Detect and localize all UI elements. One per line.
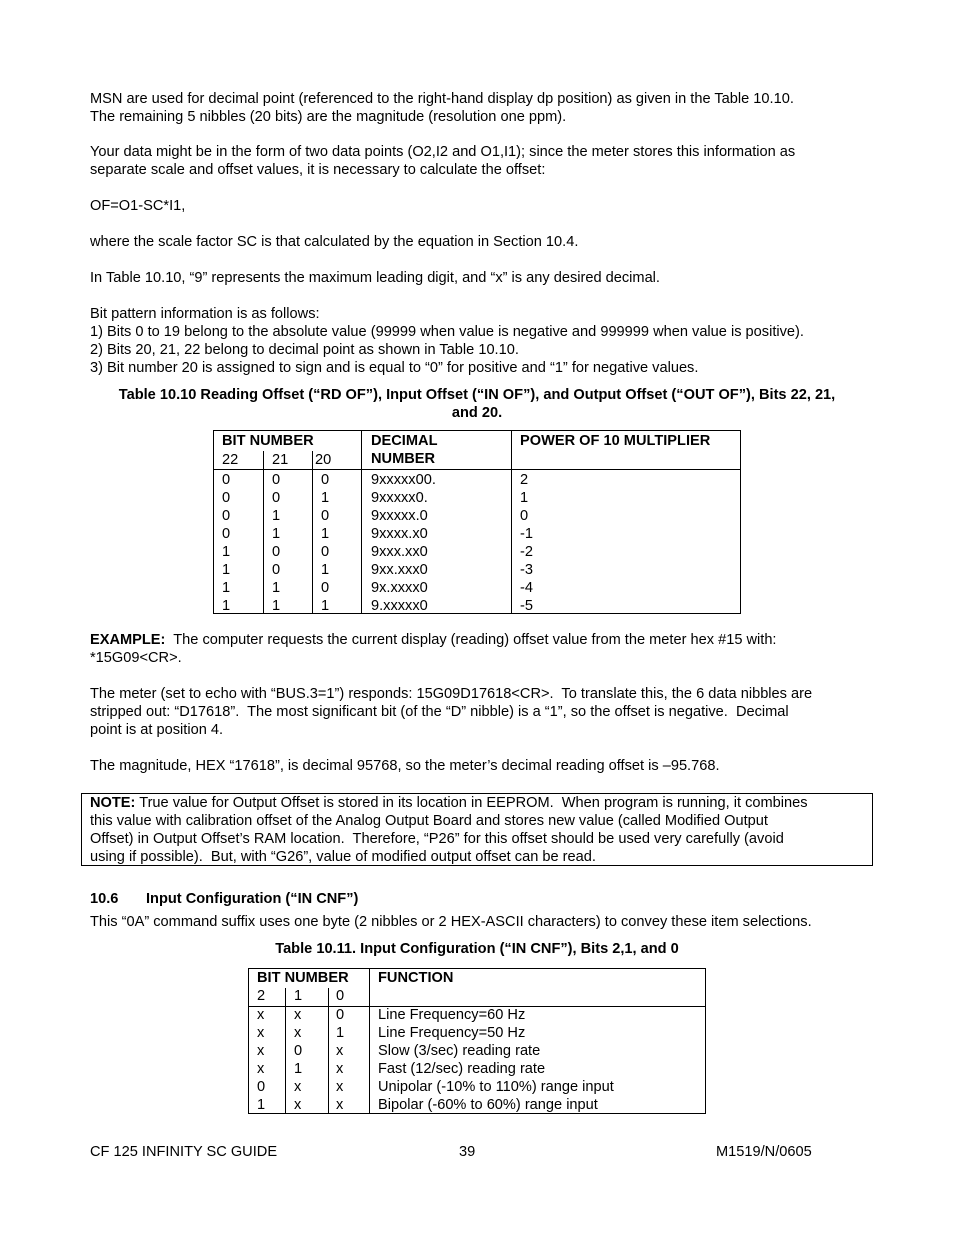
header-bit-20: 20	[315, 452, 332, 468]
bit-cell: 0	[272, 562, 281, 578]
bit-cell: x	[336, 1079, 344, 1095]
table-10-11	[248, 968, 706, 1114]
decimal-cell: 9x.xxxx0	[371, 580, 428, 596]
multiplier-cell: 1	[520, 490, 529, 506]
multiplier-cell: -5	[520, 598, 533, 614]
bit-cell: 1	[272, 508, 281, 524]
bit-cell: 1	[336, 1025, 345, 1041]
bit-cell: x	[294, 1025, 302, 1041]
function-cell: Line Frequency=50 Hz	[378, 1025, 526, 1041]
section-body: This “0A” command suffix uses one byte (2 nibbles or 2 HEX-ASCII characters) to convey these item selections.	[90, 914, 812, 930]
footer-doc-id: M1519/N/0605	[716, 1144, 812, 1160]
decimal-cell: 9xx.xxx0	[371, 562, 428, 578]
note-line: Offset) in Output Offset’s RAM location. Therefore, “P26” for this offset should be used very carefully (avoid	[90, 831, 784, 847]
note-line: this value with calibration offset of the Analog Output Board and stores new value (called Modified Output	[90, 813, 768, 829]
intro-line: separate scale and offset values, it is necessary to calculate the offset:	[90, 162, 546, 178]
bit-cell: x	[294, 1007, 302, 1023]
bit-cell: x	[336, 1043, 344, 1059]
intro-line: MSN are used for decimal point (referenced to the right-hand display dp position) as given in the Table 10.10.	[90, 91, 794, 107]
note-box	[81, 793, 873, 866]
bit-cell: 0	[272, 472, 281, 488]
bit-cell: 1	[257, 1097, 266, 1113]
footer-title: CF 125 INFINITY SC GUIDE	[90, 1144, 278, 1160]
bit-cell: 1	[321, 490, 330, 506]
multiplier-cell: -3	[520, 562, 533, 578]
bit-cell: x	[294, 1097, 302, 1113]
decimal-cell: 9xxxxx0.	[371, 490, 428, 506]
example-line: The magnitude, HEX “17618”, is decimal 95768, so the meter’s decimal reading offset is –95.768.	[90, 758, 720, 774]
bit-cell: x	[336, 1097, 344, 1113]
bit-cell: x	[294, 1079, 302, 1095]
bit-cell: 1	[321, 526, 330, 542]
bit-cell: 1	[272, 598, 281, 614]
multiplier-cell: -1	[520, 526, 533, 542]
function-cell: Bipolar (-60% to 60%) range input	[378, 1097, 598, 1113]
header-bit-2: 2	[257, 988, 266, 1004]
intro-line: The remaining 5 nibbles (20 bits) are the magnitude (resolution one ppm).	[90, 109, 567, 125]
formula: OF=O1-SC*I1,	[90, 198, 186, 214]
note-text: True value for Output Offset is stored in its location in EEPROM. When program is running, it combines	[135, 795, 808, 811]
note-line: using if possible). But, with “G26”, value of modified output offset can be read.	[90, 849, 596, 865]
example-text: The computer requests the current display (reading) offset value from the meter hex #15 with:	[165, 632, 777, 648]
example-line: The meter (set to echo with “BUS.3=1”) responds: 15G09D17618<CR>. To translate this, the 6 data nibbles are	[90, 686, 813, 702]
bit-cell: 1	[321, 562, 330, 578]
header-bit-1: 1	[294, 988, 303, 1004]
bit-cell: 1	[222, 562, 231, 578]
table-caption: and 20.	[451, 405, 503, 421]
bit-cell: 0	[272, 544, 281, 560]
header-decimal: DECIMAL	[371, 433, 438, 449]
multiplier-cell: -4	[520, 580, 533, 596]
table-caption: Table 10.10 Reading Offset (“RD OF”), Input Offset (“IN OF”), and Output Offset (“OUT OF”), Bits 22, 21,	[118, 387, 836, 403]
bit-cell: 1	[272, 580, 281, 596]
table-caption: Table 10.11. Input Configuration (“IN CNF”), Bits 2,1, and 0	[275, 941, 679, 957]
bit-cell: 0	[222, 508, 231, 524]
bit-cell: 0	[321, 544, 330, 560]
table-10-10	[213, 430, 741, 614]
bit-cell: 0	[294, 1043, 303, 1059]
bit-cell: 0	[336, 1007, 345, 1023]
multiplier-cell: 0	[520, 508, 529, 524]
header-bit-22: 22	[222, 452, 239, 468]
header-number: NUMBER	[371, 451, 436, 467]
bit-cell: x	[257, 1025, 265, 1041]
header-bit-number: BIT NUMBER	[257, 970, 349, 986]
bit-cell: 0	[272, 490, 281, 506]
bits-heading: Bit pattern information is as follows:	[90, 306, 320, 322]
bit-cell: 0	[222, 472, 231, 488]
bit-cell: 0	[321, 472, 330, 488]
example-line	[90, 631, 777, 649]
function-cell: Line Frequency=60 Hz	[378, 1007, 526, 1023]
bit-cell: 1	[294, 1061, 303, 1077]
function-cell: Unipolar (-10% to 110%) range input	[378, 1079, 614, 1095]
bit-cell: x	[257, 1061, 265, 1077]
bit-cell: 1	[222, 598, 231, 614]
header-bit-0: 0	[336, 988, 345, 1004]
header-bit-number: BIT NUMBER	[222, 433, 314, 449]
example-line: point is at position 4.	[90, 722, 224, 738]
bit-cell: 0	[257, 1079, 266, 1095]
example-command: *15G09<CR>.	[90, 650, 182, 666]
decimal-cell: 9.xxxxx0	[371, 598, 428, 614]
decimal-cell: 9xxxxx00.	[371, 472, 436, 488]
bit-cell: 0	[321, 580, 330, 596]
function-cell: Slow (3/sec) reading rate	[378, 1043, 541, 1059]
intro-line: where the scale factor SC is that calculated by the equation in Section 10.4.	[90, 234, 579, 250]
header-function: FUNCTION	[378, 970, 454, 986]
bit-cell: 1	[272, 526, 281, 542]
multiplier-cell: -2	[520, 544, 533, 560]
bit-cell: x	[257, 1007, 265, 1023]
bit-cell: 1	[222, 544, 231, 560]
bit-cell: 0	[222, 526, 231, 542]
bit-cell: x	[336, 1061, 344, 1077]
bit-cell: 1	[222, 580, 231, 596]
page-number: 39	[459, 1144, 476, 1160]
note-line	[90, 794, 808, 812]
bits-item: 3) Bit number 20 is assigned to sign and is equal to “0” for positive and “1” for negative values.	[90, 360, 699, 376]
header-bit-21: 21	[272, 452, 289, 468]
bit-cell: x	[257, 1043, 265, 1059]
example-label: EXAMPLE:	[90, 632, 166, 648]
decimal-cell: 9xxx.xx0	[371, 544, 428, 560]
header-power: POWER OF 10 MULTIPLIER	[520, 433, 711, 449]
example-line: stripped out: “D17618”. The most significant bit (of the “D” nibble) is a “1”, so the offset is negative. Decimal	[90, 704, 789, 720]
section-number: 10.6	[90, 891, 119, 907]
bits-item: 1) Bits 0 to 19 belong to the absolute value (99999 when value is negative and 999999 when value is positive).	[90, 324, 804, 340]
note-label: NOTE:	[90, 795, 136, 811]
bit-cell: 1	[321, 598, 330, 614]
intro-line: Your data might be in the form of two data points (O2,I2 and O1,I1); since the meter stores this information as	[90, 144, 796, 160]
section-title: Input Configuration (“IN CNF”)	[146, 891, 359, 907]
multiplier-cell: 2	[520, 472, 529, 488]
decimal-cell: 9xxxx.x0	[371, 526, 428, 542]
decimal-cell: 9xxxxx.0	[371, 508, 428, 524]
bits-item: 2) Bits 20, 21, 22 belong to decimal point as shown in Table 10.10.	[90, 342, 519, 358]
bit-cell: 0	[321, 508, 330, 524]
function-cell: Fast (12/sec) reading rate	[378, 1061, 546, 1077]
bit-cell: 0	[222, 490, 231, 506]
intro-line: In Table 10.10, “9” represents the maximum leading digit, and “x” is any desired decimal.	[90, 270, 660, 286]
